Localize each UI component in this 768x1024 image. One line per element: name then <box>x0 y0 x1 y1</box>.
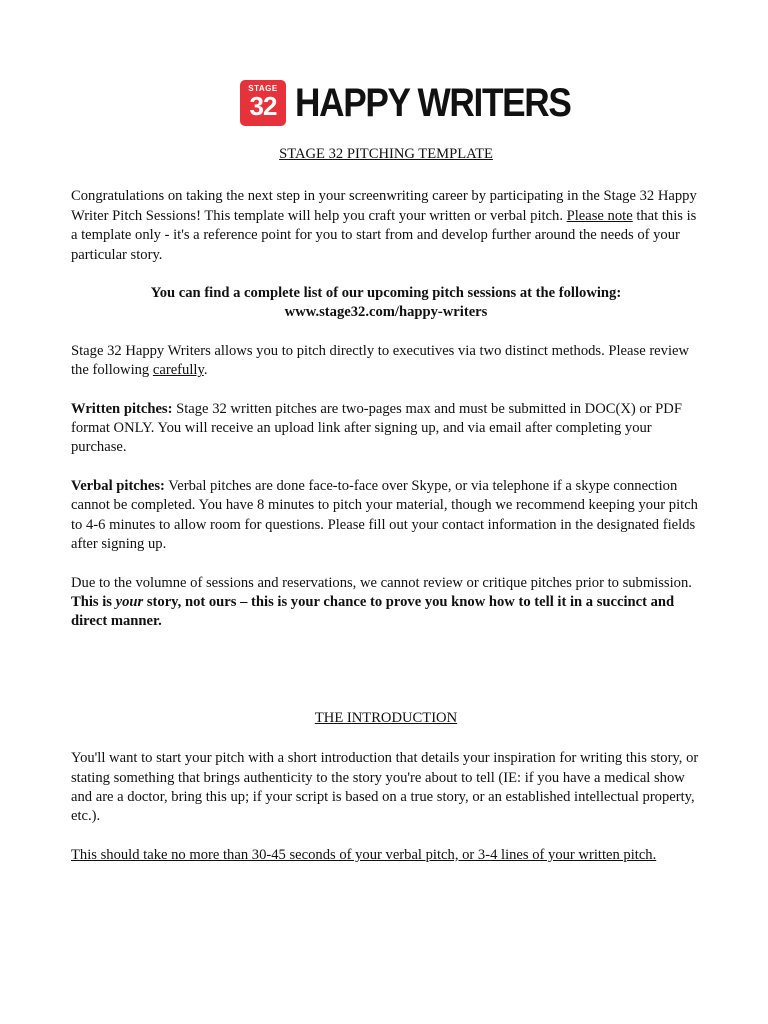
written-pitches-text: Stage 32 written pitches are two-pages max and must be submitted in DOC(X) or PDF format ONLY. You will receive an upload link after signing up, and via email after completing your purchase. <box>71 400 682 456</box>
verbal-pitches-paragraph <box>71 477 701 555</box>
introduction-heading <box>71 709 701 728</box>
introduction-paragraph: You'll want to start your pitch with a short introduction that details your inspiration for writing this story, or stating something that brings authenticity to the story you're about to tell (IE: if you have a medical show and are a doctor, bring this up; if your script is based on a true story, or an established intellectual property, etc.). <box>71 750 699 825</box>
sessions-paragraph <box>71 284 701 323</box>
page-title-text: STAGE 32 PITCHING TEMPLATE <box>279 146 493 162</box>
stage32-happy-writers-logo <box>240 80 608 126</box>
intro-text-1: Congratulations on taking the next step in your screenwriting career by participating in the Stage 32 Happy Writer Pitch Sessions! This template will help you craft your written or verbal pitch. <box>71 188 697 224</box>
methods-text: Stage 32 Happy Writers allows you to pitch directly to executives via two distinct methods. Please review the following <box>71 342 690 379</box>
intro-text-2: that this is a template only - it's a reference point for you to start from and develop further around the needs of your particular story. <box>71 207 697 263</box>
please-note-text: Please note <box>566 207 633 224</box>
introduction-heading-text: THE INTRODUCTION <box>314 709 458 726</box>
sessions-line: You can find a complete list of our upcoming pitch sessions at the following: <box>150 285 622 302</box>
verbal-pitches-text: Verbal pitches are done face-to-face over Skype, or via telephone if a skype connection cannot be completed. You have 8 minutes to pitch your material, though we recommend keeping your pitch to 4-6 minutes to allow room for questions. Please fill out your contact information in the designated fields after signing up. <box>71 477 698 553</box>
intro-paragraph <box>71 187 701 265</box>
logo-wordmark: HAPPY WRITERS <box>295 81 571 125</box>
volume-bold-1: This is <box>71 593 116 610</box>
volume-text: Due to the volumne of sessions and reservations, we cannot review or critique pitches prior to submission. <box>71 574 692 591</box>
logo-number: 32 <box>249 91 277 121</box>
verbal-pitches-label: Verbal pitches: <box>71 477 165 494</box>
written-pitches-paragraph <box>71 400 701 458</box>
sessions-url: www.stage32.com/happy-writers <box>284 304 488 321</box>
stage32-badge-icon <box>240 80 286 126</box>
carefully-text: carefully <box>152 362 204 379</box>
logo-stage-label: STAGE <box>248 84 278 93</box>
written-pitches-label: Written pitches: <box>71 400 173 417</box>
page-title <box>71 145 701 164</box>
volume-paragraph <box>71 574 701 632</box>
volume-bold-italic: your <box>115 593 144 610</box>
volume-bold-2: story, not ours – this is your chance to prove you know how to tell it in a succinct and direct manner. <box>71 593 675 630</box>
methods-paragraph <box>71 342 701 381</box>
methods-end: . <box>203 362 208 379</box>
introduction-timing: This should take no more than 30-45 seconds of your verbal pitch, or 3-4 lines of your written pitch. <box>71 846 657 863</box>
document-body <box>71 145 701 865</box>
